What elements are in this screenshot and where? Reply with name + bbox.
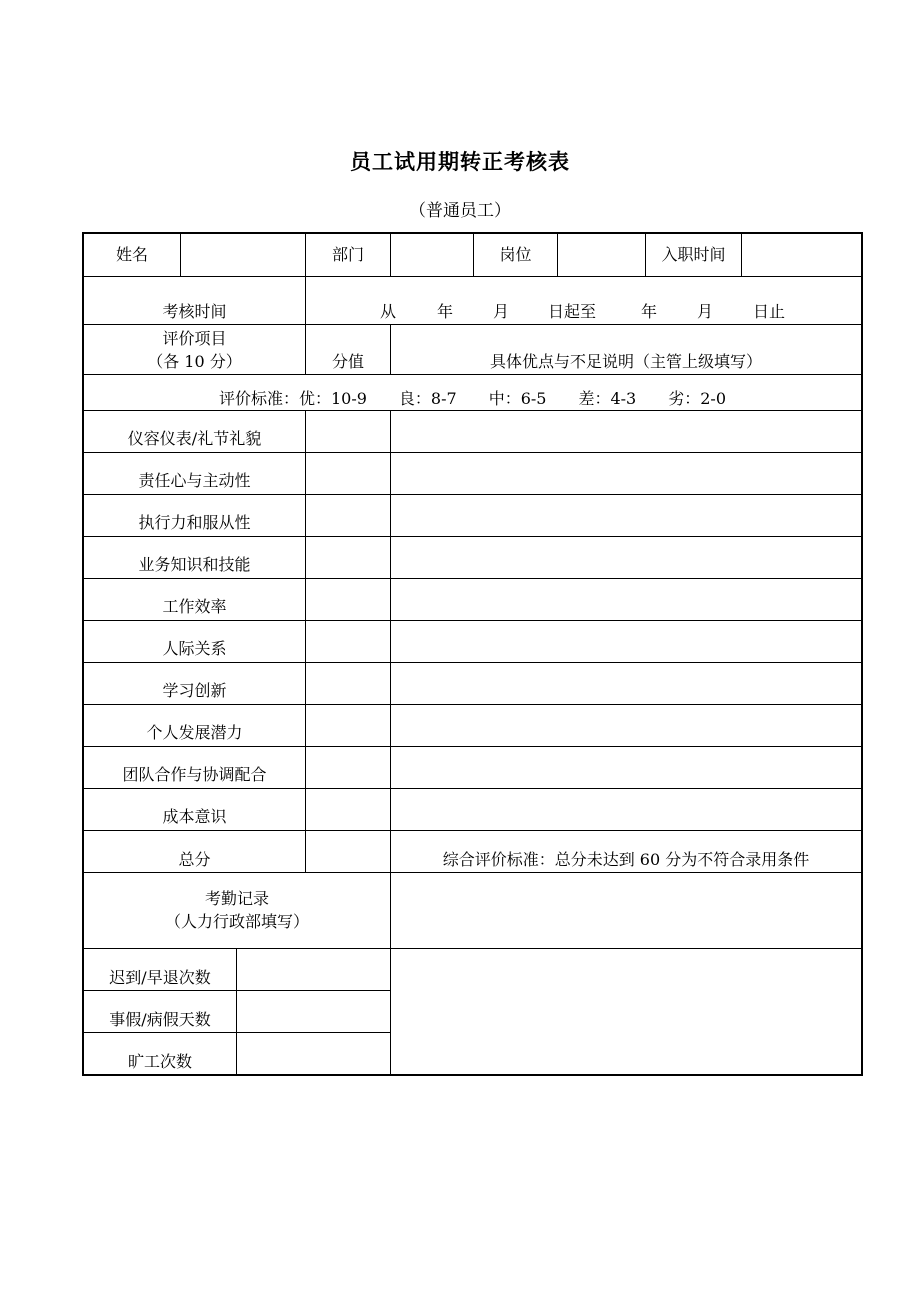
attendance-absence-field[interactable] bbox=[237, 1033, 390, 1074]
evaluation-score-field[interactable] bbox=[306, 579, 390, 620]
evaluation-comment-field[interactable] bbox=[391, 789, 861, 830]
period-month-1: 月 bbox=[493, 302, 510, 321]
evaluation-score-field[interactable] bbox=[306, 747, 390, 788]
evaluation-score-field[interactable] bbox=[306, 495, 390, 536]
evaluation-score-field[interactable] bbox=[306, 621, 390, 662]
evaluation-comment-field[interactable] bbox=[391, 579, 861, 620]
evaluation-comment-field[interactable] bbox=[391, 495, 861, 536]
period-year-1: 年 bbox=[437, 302, 454, 321]
evaluation-comment-field[interactable] bbox=[391, 705, 861, 746]
evaluation-item-label: 人际关系 bbox=[162, 639, 227, 658]
column-comment-header: 具体优点与不足说明（主管上级填写） bbox=[489, 352, 762, 371]
evaluation-score-field[interactable] bbox=[306, 537, 390, 578]
evaluation-comment-field[interactable] bbox=[391, 663, 861, 704]
attendance-absence-label: 旷工次数 bbox=[127, 1052, 192, 1071]
attendance-late-field[interactable] bbox=[237, 949, 390, 990]
column-item-header-line1: 评价项目 bbox=[162, 329, 227, 348]
evaluation-comment-field[interactable] bbox=[391, 747, 861, 788]
period-day-end: 日止 bbox=[753, 302, 786, 321]
criteria-text: 评价标准：优：10-9 良：8-7 中：6-5 差：4-3 劣：2-0 bbox=[218, 389, 726, 408]
form-subtitle: （普通员工） bbox=[409, 201, 511, 221]
evaluation-score-field[interactable] bbox=[306, 453, 390, 494]
name-label: 姓名 bbox=[115, 245, 148, 264]
department-label: 部门 bbox=[331, 245, 364, 264]
grid-line bbox=[83, 324, 862, 325]
evaluation-item-label: 团队合作与协调配合 bbox=[122, 765, 267, 784]
total-score-field[interactable] bbox=[306, 831, 390, 872]
evaluation-comment-field[interactable] bbox=[391, 411, 861, 452]
attendance-label-line1: 考勤记录 bbox=[204, 889, 269, 908]
period-month-2: 月 bbox=[697, 302, 714, 321]
form-title: 员工试用期转正考核表 bbox=[350, 150, 570, 174]
hire-date-label: 入职时间 bbox=[661, 245, 726, 264]
evaluation-item-label: 成本意识 bbox=[162, 807, 227, 826]
position-field[interactable] bbox=[558, 234, 645, 276]
attendance-label-line2: （人力行政部填写） bbox=[164, 912, 309, 931]
position-label: 岗位 bbox=[499, 245, 532, 264]
grid-line bbox=[83, 276, 862, 277]
table-border-right bbox=[861, 232, 863, 1076]
name-field[interactable] bbox=[181, 234, 305, 276]
evaluation-comment-field[interactable] bbox=[391, 453, 861, 494]
column-item-header-line2: （各 10 分） bbox=[147, 352, 242, 371]
evaluation-score-field[interactable] bbox=[306, 705, 390, 746]
grid-line bbox=[83, 374, 862, 375]
evaluation-item-label: 责任心与主动性 bbox=[138, 471, 251, 490]
total-note: 综合评价标准：总分未达到 60 分为不符合录用条件 bbox=[442, 850, 810, 869]
evaluation-item-label: 学习创新 bbox=[162, 681, 227, 700]
total-label: 总分 bbox=[178, 850, 211, 869]
period-day-to: 日起至 bbox=[548, 302, 597, 321]
period-label: 考核时间 bbox=[162, 302, 227, 321]
evaluation-item-label: 个人发展潜力 bbox=[146, 723, 243, 742]
hire-date-field[interactable] bbox=[742, 234, 861, 276]
attendance-notes-field[interactable] bbox=[391, 873, 861, 948]
evaluation-comment-field[interactable] bbox=[391, 621, 861, 662]
table-border-bottom bbox=[82, 1074, 863, 1076]
period-from: 从 bbox=[380, 302, 397, 321]
department-field[interactable] bbox=[391, 234, 473, 276]
evaluation-score-field[interactable] bbox=[306, 663, 390, 704]
evaluation-score-field[interactable] bbox=[306, 789, 390, 830]
evaluation-item-label: 工作效率 bbox=[162, 597, 227, 616]
evaluation-item-label: 业务知识和技能 bbox=[138, 555, 251, 574]
attendance-leave-label: 事假/病假天数 bbox=[109, 1010, 211, 1029]
evaluation-item-label: 仪容仪表/礼节礼貌 bbox=[127, 429, 262, 448]
period-year-2: 年 bbox=[641, 302, 658, 321]
evaluation-item-label: 执行力和服从性 bbox=[138, 513, 251, 532]
grid-line bbox=[83, 830, 862, 831]
column-score-header: 分值 bbox=[331, 352, 364, 371]
evaluation-comment-field[interactable] bbox=[391, 537, 861, 578]
attendance-leave-field[interactable] bbox=[237, 991, 390, 1032]
evaluation-score-field[interactable] bbox=[306, 411, 390, 452]
attendance-remarks-field[interactable] bbox=[391, 949, 861, 1074]
attendance-late-label: 迟到/早退次数 bbox=[109, 968, 211, 987]
